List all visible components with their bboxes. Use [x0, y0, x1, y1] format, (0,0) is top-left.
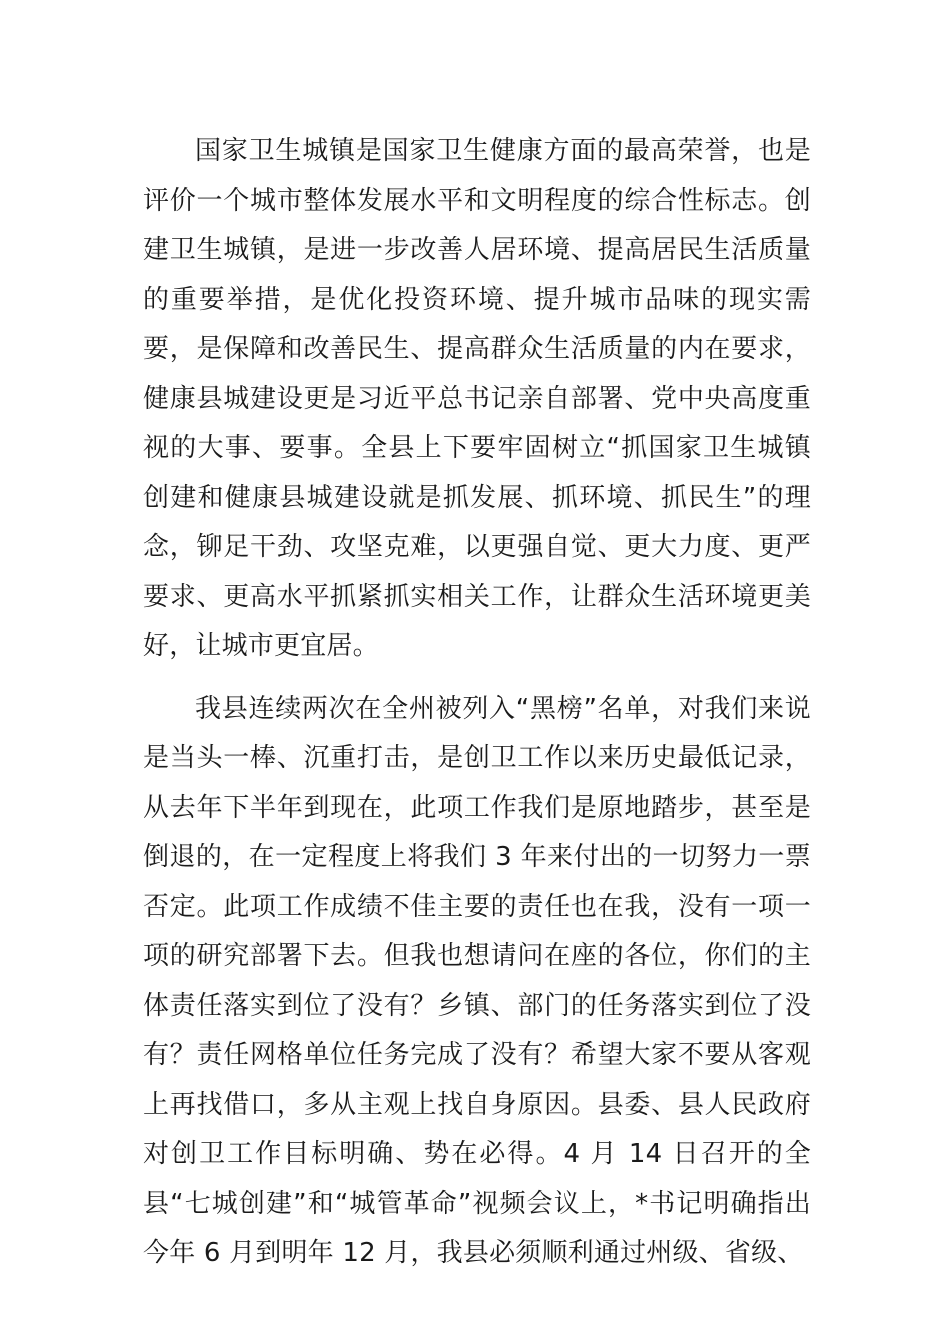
document-body [143, 127, 811, 1279]
paragraph-1: 国家卫生城镇是国家卫生健康方面的最高荣誉，也是评价一个城市整体发展水平和文明程度的综合性标志。创建卫生城镇，是进一步改善人居环境、提高居民生活质量的重要举措，是优化投资环境、提升城市品味的现实需要，是保障和改善民生、提高群众生活质量的内在要求，健康县城建设更是习近平总书记亲自部署、党中央高度重视的大事、要事。全县上下要牢固树立“抓国家卫生城镇创建和健康县城建设就是抓发展、抓环境、抓民生”的理念，铆足干劲、攻坚克难，以更强自觉、更大力度、更严要求、更高水平抓紧抓实相关工作，让群众生活环境更美好，让城市更宜居。 [143, 136, 811, 661]
paragraph-2: 我县连续两次在全州被列入“黑榜”名单，对我们来说是当头一棒、沉重打击，是创卫工作以来历史最低记录，从去年下半年到现在，此项工作我们是原地踏步，甚至是倒退的，在一定程度上将我们 3 年来付出的一切努力一票否定。此项工作成绩不佳主要的责任也在我，没有一项一项的研究部署下去。但我也想请问在座的各位，你们的主体责任落实到位了没有？乡镇、部门的任务落实到位了没有？责任网格单位任务完成了没有？希望大家不要从客观上再找借口，多从主观上找自身原因。县委、县人民政府对创卫工作目标明确、势在必得。4 月 14 日召开的全县“七城创建”和“城管革命”视频会议上，*书记明确指出今年 6 月到明年 12 月，我县必须顺利通过州级、省级、 [143, 693, 811, 1268]
